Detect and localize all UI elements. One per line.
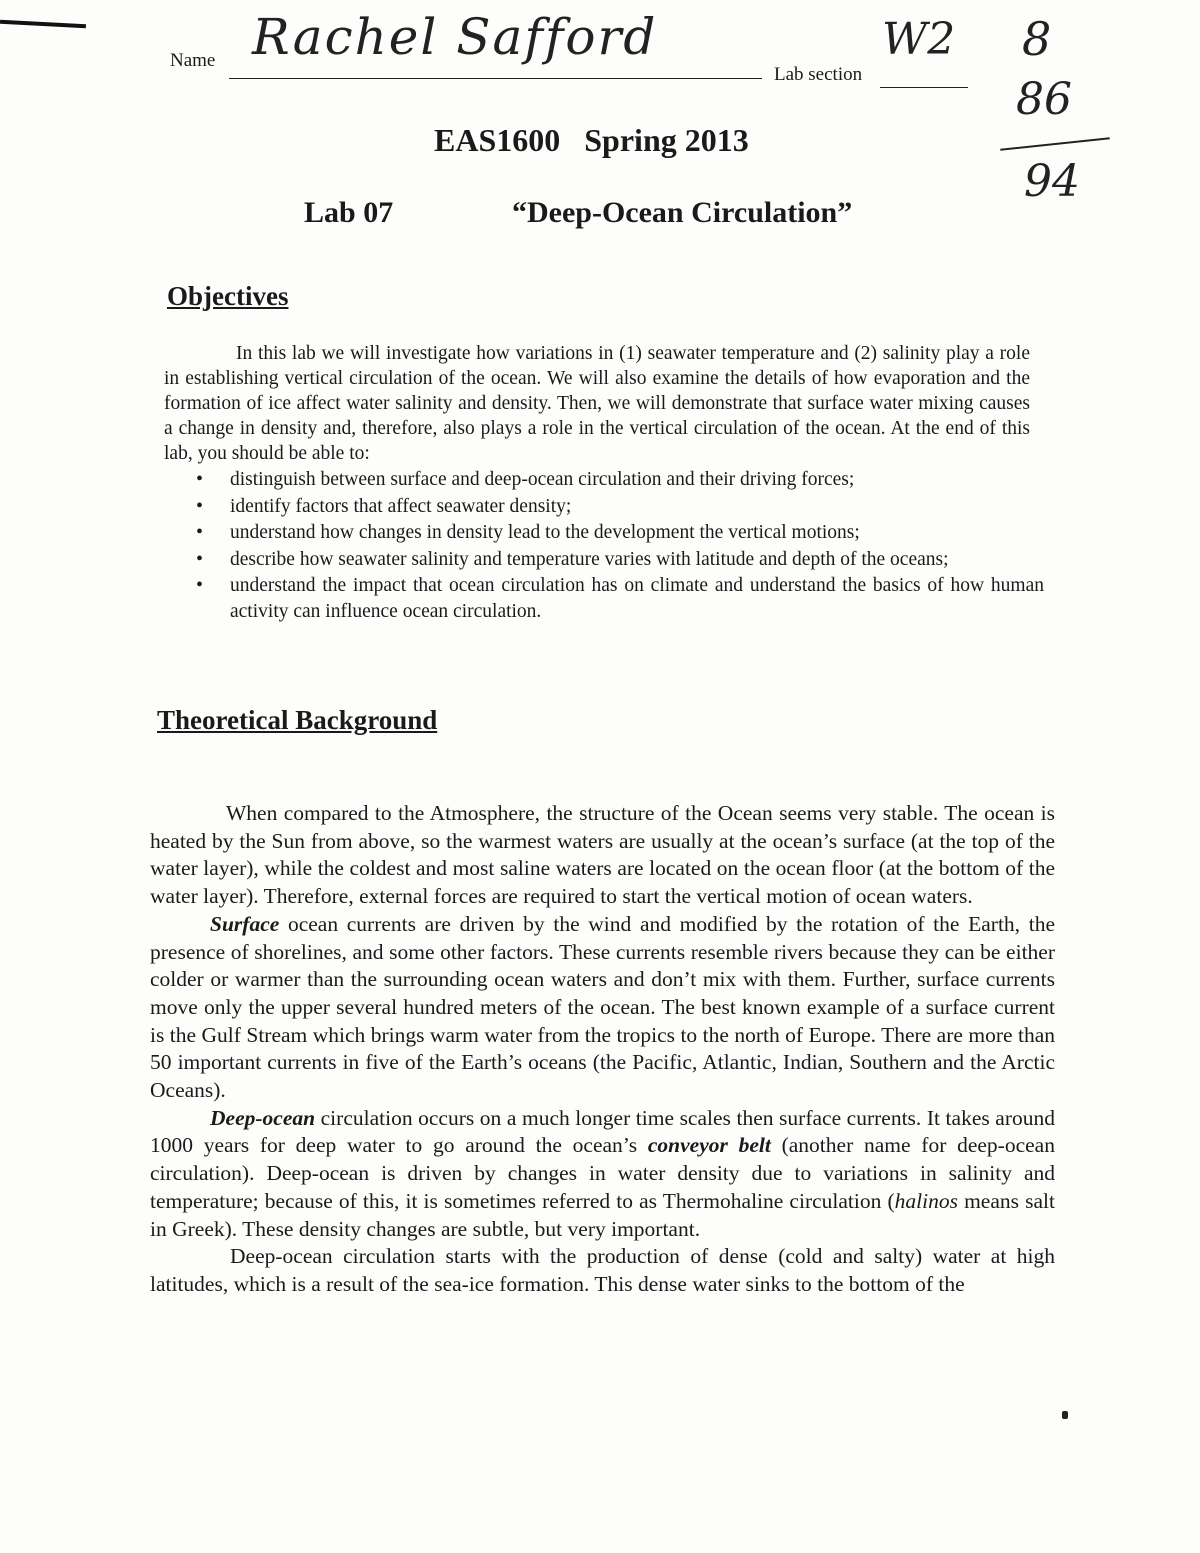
score-divider-line [1000, 137, 1110, 150]
course-heading: EAS1600 Spring 2013 [434, 122, 749, 158]
term-halinos: halinos [894, 1188, 958, 1213]
background-body [150, 800, 1055, 1299]
objectives-intro [164, 341, 1030, 466]
objective-item: • describe how seawater salinity and temperature varies with latitude and depth of the oceans; [164, 547, 1044, 573]
objective-item: • identify factors that affect seawater density; [164, 494, 1044, 520]
term-deep-ocean: Deep-ocean [210, 1105, 316, 1130]
objective-item: • understand the impact that ocean circulation has on climate and understand the basics of how human activity can influence ocean circulation. [164, 573, 1044, 624]
objectives-intro-text: In this lab we will investigate how variations in (1) seawater temperature and (2) salinity play a role in establishing vertical circulation of the ocean. We will also examine the details of how evaporation and the formation of ice affect water salinity and density. Then, we will demonstrate that surface water mixing causes a change in density and, therefore, also plays a role in the vertical circulation of the ocean. At the end of this lab, you should be able to: [164, 343, 1030, 464]
objective-item: • distinguish between surface and deep-ocean circulation and their driving forces; [164, 467, 1044, 493]
handwritten-name: Rachel Safford [252, 8, 658, 66]
handwritten-lab-section: W2 [882, 14, 956, 65]
scan-mark [0, 20, 86, 28]
paragraph-3-text-a: circulation occurs on a much longer time scales then surface currents. It takes around 1000 years for deep water to go around the ocean’s [150, 1105, 1055, 1158]
lab-section-line [880, 87, 968, 88]
scan-speck [1062, 1411, 1068, 1419]
handwritten-score-total: 94 [1024, 156, 1080, 207]
background-paragraph-1: When compared to the Atmosphere, the structure of the Ocean seems very stable. The ocean is heated by the Sun from above, so the warmest waters are usually at the ocean’s surface (at the top of the water layer), while the coldest and most saline waters are located on the ocean floor (at the bottom of the water layer). Therefore, external forces are required to start the vertical motion of ocean waters. [150, 801, 1055, 909]
paragraph-3-text-b: (another name for deep-ocean circulation). Deep-ocean is driven by changes in water density due to variations in salinity and temperature; because of this, it is sometimes referred to as Thermohaline circulation ( [150, 1133, 1055, 1213]
lab-title: “Deep-Ocean Circulation” [512, 196, 853, 229]
background-paragraph-2 [150, 911, 1055, 1105]
handwritten-score-top: 8 [1022, 12, 1052, 66]
background-paragraph-3 [150, 1105, 1055, 1244]
objectives-heading: Objectives [167, 281, 289, 311]
name-label: Name [170, 50, 216, 71]
objective-item: • understand how changes in density lead to the development the vertical motions; [164, 520, 1044, 546]
lab-number: Lab 07 [304, 196, 394, 229]
term-surface: Surface [210, 911, 280, 936]
paragraph-3-text-c: means salt in Greek). These density changes are subtle, but very important. [150, 1188, 1055, 1241]
lab-section-label: Lab section [774, 64, 863, 85]
objectives-list [164, 467, 1044, 625]
handwritten-score-middle: 86 [1016, 74, 1072, 125]
theoretical-background-heading: Theoretical Background [157, 705, 438, 735]
background-paragraph-4: Deep-ocean circulation starts with the production of dense (cold and salty) water at high latitudes, which is a result of the sea-ice formation. This dense water sinks to the bottom of the [150, 1244, 1055, 1296]
term-conveyor-belt: conveyor belt [647, 1133, 771, 1158]
paragraph-2-text: ocean currents are driven by the wind and modified by the rotation of the Earth, the presence of shorelines, and some other factors. These currents resemble rivers because they can be either colder or warmer than the surrounding ocean waters and don’t mix with them. Further, surface currents move only the upper several hundred meters of the ocean. The best known example of a surface current is the Gulf Stream which brings warm water from the tropics to the north of Europe. There are more than 50 important currents in five of the Earth’s oceans (the Pacific, Atlantic, Indian, Southern and the Arctic Oceans). [150, 911, 1055, 1103]
name-line [229, 78, 762, 79]
